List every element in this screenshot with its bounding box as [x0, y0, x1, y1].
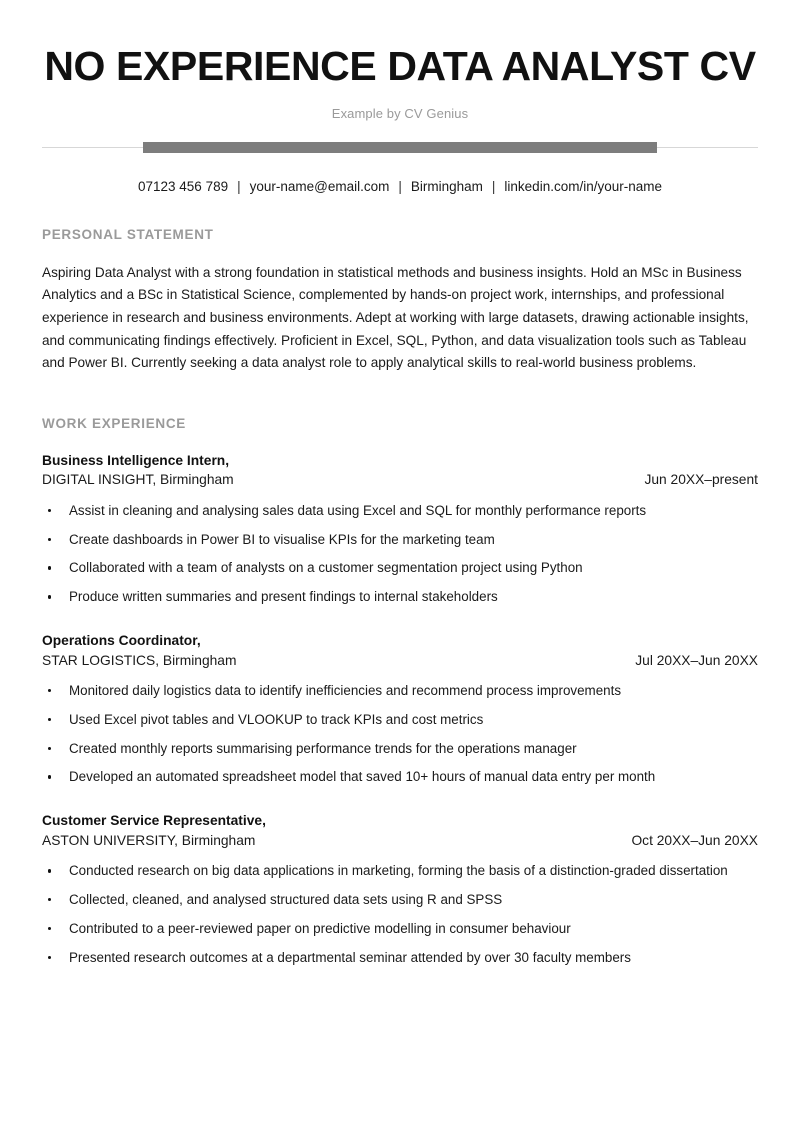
- job-bullet: [42, 530, 758, 551]
- contact-line: [42, 179, 758, 194]
- section-heading-work-experience: WORK EXPERIENCE: [42, 415, 187, 431]
- bullet-dot-icon: [48, 689, 51, 692]
- contact-linkedin[interactable]: linkedin.com/in/your-name: [504, 178, 662, 194]
- job-meta-row: [42, 651, 758, 671]
- section-work-experience: [42, 416, 758, 969]
- contact-phone: 07123 456 789: [138, 178, 229, 194]
- job-bullet-text: Used Excel pivot tables and VLOOKUP to track KPIs and cost metrics: [69, 711, 484, 727]
- bullet-dot-icon: [48, 566, 51, 569]
- bullet-dot-icon: [48, 538, 51, 541]
- bullet-dot-icon: [48, 775, 51, 778]
- job-bullet-text: Collected, cleaned, and analysed structured data sets using R and SPSS: [69, 892, 503, 908]
- job-bullet: [42, 861, 758, 882]
- job-meta-row: [42, 470, 758, 490]
- job-bullet-list: [42, 861, 758, 968]
- job-title: Customer Service Representative,: [42, 813, 266, 829]
- job-company: ASTON UNIVERSITY, Birmingham: [42, 832, 256, 848]
- contact-location: Birmingham: [410, 178, 483, 194]
- job-bullet-text: Create dashboards in Power BI to visualise KPIs for the marketing team: [69, 531, 495, 547]
- job-entry: [42, 811, 758, 968]
- job-company: DIGITAL INSIGHT, Birmingham: [42, 472, 234, 488]
- bullet-dot-icon: [48, 747, 51, 750]
- contact-separator: |: [237, 178, 241, 194]
- job-bullet: [42, 587, 758, 608]
- job-meta-row: [42, 831, 758, 851]
- job-bullet-text: Conducted research on big data applications in marketing, forming the basis of a distinction-graded dissertation: [69, 863, 728, 879]
- section-heading-personal-statement: PERSONAL STATEMENT: [42, 226, 214, 242]
- job-bullet-text: Presented research outcomes at a departmental seminar attended by over 30 faculty members: [69, 949, 631, 965]
- divider-accent-bar: [143, 142, 657, 153]
- job-bullet-text: Produce written summaries and present findings to internal stakeholders: [69, 589, 498, 605]
- bullet-dot-icon: [48, 898, 51, 901]
- job-bullet: [42, 767, 758, 788]
- job-header: [42, 631, 758, 670]
- job-bullet-text: Created monthly reports summarising performance trends for the operations manager: [69, 740, 577, 756]
- job-bullet: [42, 710, 758, 731]
- bullet-dot-icon: [48, 956, 51, 959]
- contact-email[interactable]: your-name@email.com: [249, 178, 390, 194]
- job-header: [42, 811, 758, 850]
- bullet-dot-icon: [48, 869, 51, 872]
- job-bullet-list: [42, 681, 758, 788]
- job-header: [42, 451, 758, 490]
- job-dates: Jun 20XX–present: [644, 472, 758, 488]
- job-bullet-text: Collaborated with a team of analysts on a customer segmentation project using Python: [69, 560, 583, 576]
- cv-title: NO EXPERIENCE DATA ANALYST CV: [44, 43, 756, 89]
- bullet-dot-icon: [48, 595, 51, 598]
- personal-statement-body: [42, 262, 758, 375]
- bullet-dot-icon: [48, 927, 51, 930]
- contact-separator: |: [491, 178, 496, 194]
- job-bullet: [42, 681, 758, 702]
- personal-statement-text: Aspiring Data Analyst with a strong foundation in statistical methods and business insights. Hold an MSc in Business Analytics and a BSc in Statistical Science, complemented by hands-on project work, internships, and professional experience in research and business environments. Adept at working with large datasets, drawing actionable insights, and communicating findings effectively. Proficient in Excel, SQL, Python, and data visualization tools such as Tableau and Power BI. Currently seeking a data analyst role to apply analytical skills to real-world business problems.: [42, 264, 749, 371]
- job-bullet: [42, 948, 758, 969]
- job-bullet-list: [42, 501, 758, 608]
- work-experience-list: [42, 451, 758, 969]
- job-bullet-text: Contributed to a peer-reviewed paper on predictive modelling in consumer behaviour: [69, 920, 571, 936]
- job-dates: Oct 20XX–Jun 20XX: [631, 832, 758, 848]
- header-divider: [42, 142, 758, 154]
- contact-separator: |: [398, 178, 402, 194]
- job-entry: [42, 631, 758, 788]
- job-bullet: [42, 739, 758, 760]
- job-bullet: [42, 501, 758, 522]
- job-bullet-text: Monitored daily logistics data to identify inefficiencies and recommend process improvements: [69, 683, 622, 699]
- job-bullet: [42, 919, 758, 940]
- bullet-dot-icon: [48, 718, 51, 721]
- job-bullet: [42, 558, 758, 579]
- job-title: Business Intelligence Intern,: [42, 452, 230, 468]
- job-title: Operations Coordinator,: [42, 632, 201, 648]
- section-personal-statement: [42, 227, 758, 375]
- job-bullet-text: Developed an automated spreadsheet model that saved 10+ hours of manual data entry per month: [69, 769, 656, 785]
- job-entry: [42, 451, 758, 608]
- bullet-dot-icon: [48, 509, 51, 512]
- job-bullet-text: Assist in cleaning and analysing sales data using Excel and SQL for monthly performance reports: [69, 502, 647, 518]
- job-dates: Jul 20XX–Jun 20XX: [635, 652, 758, 668]
- job-company: STAR LOGISTICS, Birmingham: [42, 652, 237, 668]
- cv-subtitle: Example by CV Genius: [331, 105, 469, 121]
- job-bullet: [42, 890, 758, 911]
